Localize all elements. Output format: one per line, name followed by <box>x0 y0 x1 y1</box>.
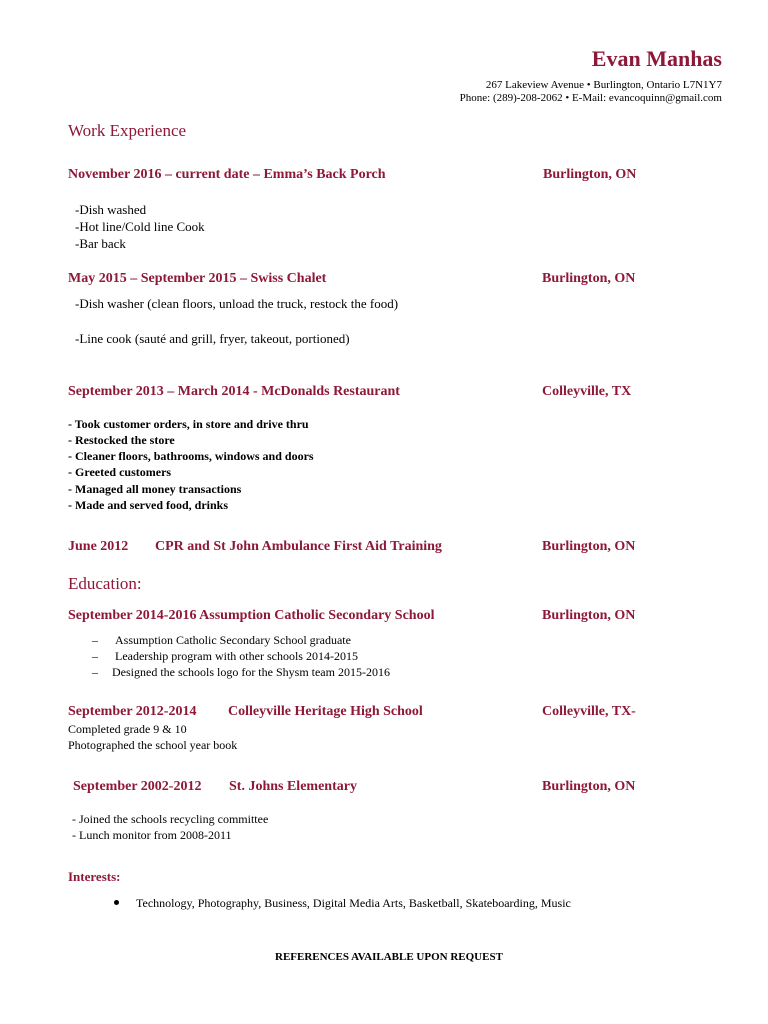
school-title: September 2014-2016 Assumption Catholic Secondary School <box>68 608 435 623</box>
school-item: Assumption Catholic Secondary School graduate <box>115 633 351 647</box>
training-title: CPR and St John Ambulance First Aid Training <box>155 539 442 554</box>
job-duty: -Dish washed <box>75 202 147 217</box>
job-duty: -Bar back <box>75 236 126 251</box>
job-location: Colleyville, TX <box>542 384 632 399</box>
job-duty: - Restocked the store <box>68 433 175 447</box>
school-date: September 2002-2012 <box>73 779 202 794</box>
job-duty: - Cleaner floors, bathrooms, windows and doors <box>68 449 314 463</box>
bullet-icon <box>114 900 119 905</box>
school-location: Colleyville, TX- <box>542 704 636 719</box>
school-item: Completed grade 9 & 10 <box>68 722 187 736</box>
job-duty: - Greeted customers <box>68 465 172 479</box>
job-title: May 2015 – September 2015 – Swiss Chalet <box>68 271 327 286</box>
job-duty: - Managed all money transactions <box>68 482 242 496</box>
school-item: Leadership program with other schools 2014-2015 <box>115 649 358 663</box>
school-item: - Lunch monitor from 2008-2011 <box>72 828 232 842</box>
references-note: REFERENCES AVAILABLE UPON REQUEST <box>275 951 503 963</box>
school-name: Colleyville Heritage High School <box>228 704 423 719</box>
address-line: 267 Lakeview Avenue • Burlington, Ontario L7N1Y7 <box>485 79 722 91</box>
job-duty: -Line cook (sauté and grill, fryer, takeout, portioned) <box>75 331 350 346</box>
job-duty: - Made and served food, drinks <box>68 498 229 512</box>
job-location: Burlington, ON <box>542 271 636 286</box>
job-location: Burlington, ON <box>543 167 637 182</box>
school-location: Burlington, ON <box>542 608 636 623</box>
contact-line: Phone: (289)-208-2062 • E-Mail: evancoquinn@gmail.com <box>459 92 722 104</box>
job-title: September 2013 – March 2014 - McDonalds Restaurant <box>68 384 400 399</box>
school-item: - Joined the schools recycling committee <box>72 812 269 826</box>
school-item: Designed the schools logo for the Shysm team 2015-2016 <box>112 665 390 679</box>
interests-text: Technology, Photography, Business, Digital Media Arts, Basketball, Skateboarding, Music <box>136 896 571 910</box>
list-dash: – <box>92 649 98 663</box>
list-dash: – <box>92 633 98 647</box>
job-duty: -Hot line/Cold line Cook <box>75 219 205 234</box>
school-name: St. Johns Elementary <box>229 779 357 794</box>
resume-name: Evan Manhas <box>591 46 722 71</box>
interests-heading: Interests: <box>68 869 121 884</box>
job-duty: - Took customer orders, in store and drive thru <box>68 417 309 431</box>
job-duty: -Dish washer (clean floors, unload the truck, restock the food) <box>75 296 399 311</box>
work-experience-heading: Work Experience <box>68 121 187 140</box>
training-date: June 2012 <box>68 539 129 554</box>
job-title: November 2016 – current date – Emma’s Back Porch <box>68 167 386 182</box>
school-location: Burlington, ON <box>542 779 636 794</box>
school-item: Photographed the school year book <box>68 738 238 752</box>
education-heading: Education: <box>68 574 142 593</box>
school-date: September 2012-2014 <box>68 704 197 719</box>
job-location: Burlington, ON <box>542 539 636 554</box>
list-dash: – <box>92 665 98 679</box>
